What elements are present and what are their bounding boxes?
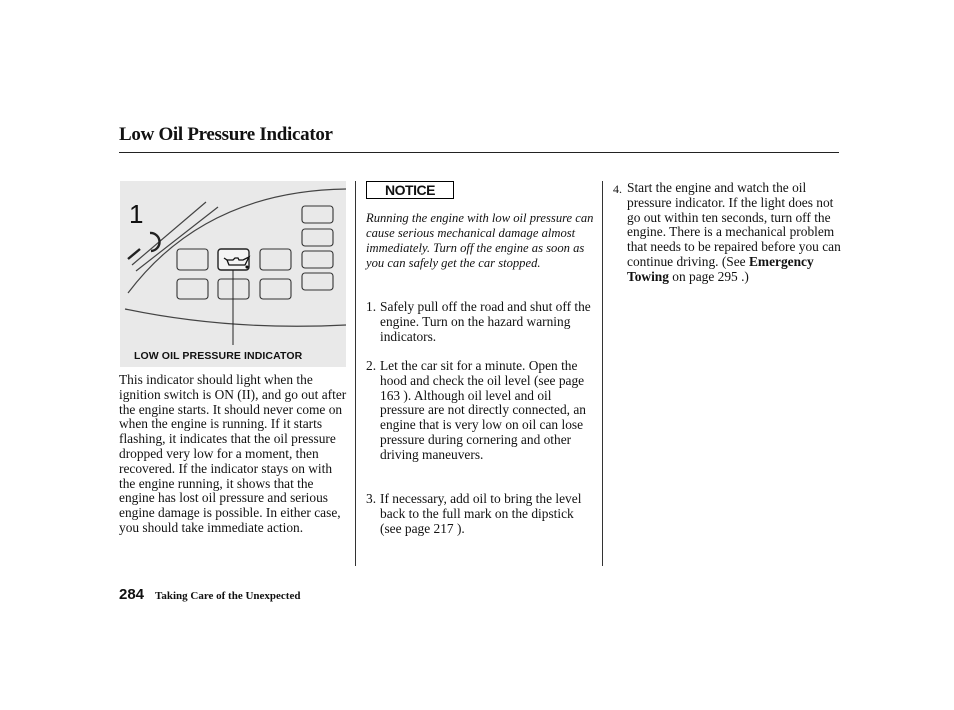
figure-caption: LOW OIL PRESSURE INDICATOR <box>134 350 303 362</box>
gauge-digit: 1 <box>129 199 144 229</box>
notice-text: Running the engine with low oil pressure can cause serious mechanical damage almost immediately. Turn off the engine as soon as you can safely get the car stopped. <box>366 211 594 270</box>
page-title: Low Oil Pressure Indicator <box>119 124 333 145</box>
step-1 <box>366 300 598 344</box>
step-text: Let the car sit for a minute. Open the hood and check the oil level (see page 163 ). Although oil level and oil pressure are not directly connected, an engine that is very low on oil can lose pressure during cornering and other driving maneuvers. <box>380 358 586 462</box>
step-text-before: Start the engine and watch the oil pressure indicator. If the light does not go out within ten seconds, turn off the engine. There is a mechanical problem that needs to be repaired before you can continue driving. (See <box>627 180 841 269</box>
step-number: 2. <box>366 358 377 373</box>
instrument-panel-drawing <box>120 181 346 367</box>
step-text: Safely pull off the road and shut off the engine. Turn on the hazard warning indicators. <box>380 299 591 344</box>
section-name: Taking Care of the Unexpected <box>155 590 301 602</box>
intro-paragraph: This indicator should light when the ignition switch is ON (II), and go out after the engine starts. It should never come on when the engine is running. If it starts flashing, it indicates that the oil pressure dropped very low for a moment, then recovered. If the indicator stays on with the engine running, it shows that the engine has lost oil pressure and serious engine damage is possible. In either case, you should take immediate action. <box>119 372 347 535</box>
column-divider-1 <box>355 181 356 566</box>
step-2 <box>366 359 598 463</box>
step-text-after: on page 295 .) <box>668 268 749 284</box>
step-4 <box>613 181 843 285</box>
emergency-towing-reference[interactable]: Emergency Towing <box>627 253 814 284</box>
notice-label: NOTICE <box>366 181 454 199</box>
step-number: 4. <box>613 182 622 196</box>
step-number: 1. <box>366 299 377 314</box>
indicator-illustration <box>120 181 346 367</box>
step-number: 3. <box>366 491 377 506</box>
step-text <box>613 181 843 285</box>
page-number: 284 <box>119 586 145 603</box>
column-divider-2 <box>602 181 603 566</box>
title-divider <box>119 152 839 153</box>
step-text: If necessary, add oil to bring the level back to the full mark on the dipstick (see page 217 ). <box>380 491 582 536</box>
step-3 <box>366 492 598 536</box>
